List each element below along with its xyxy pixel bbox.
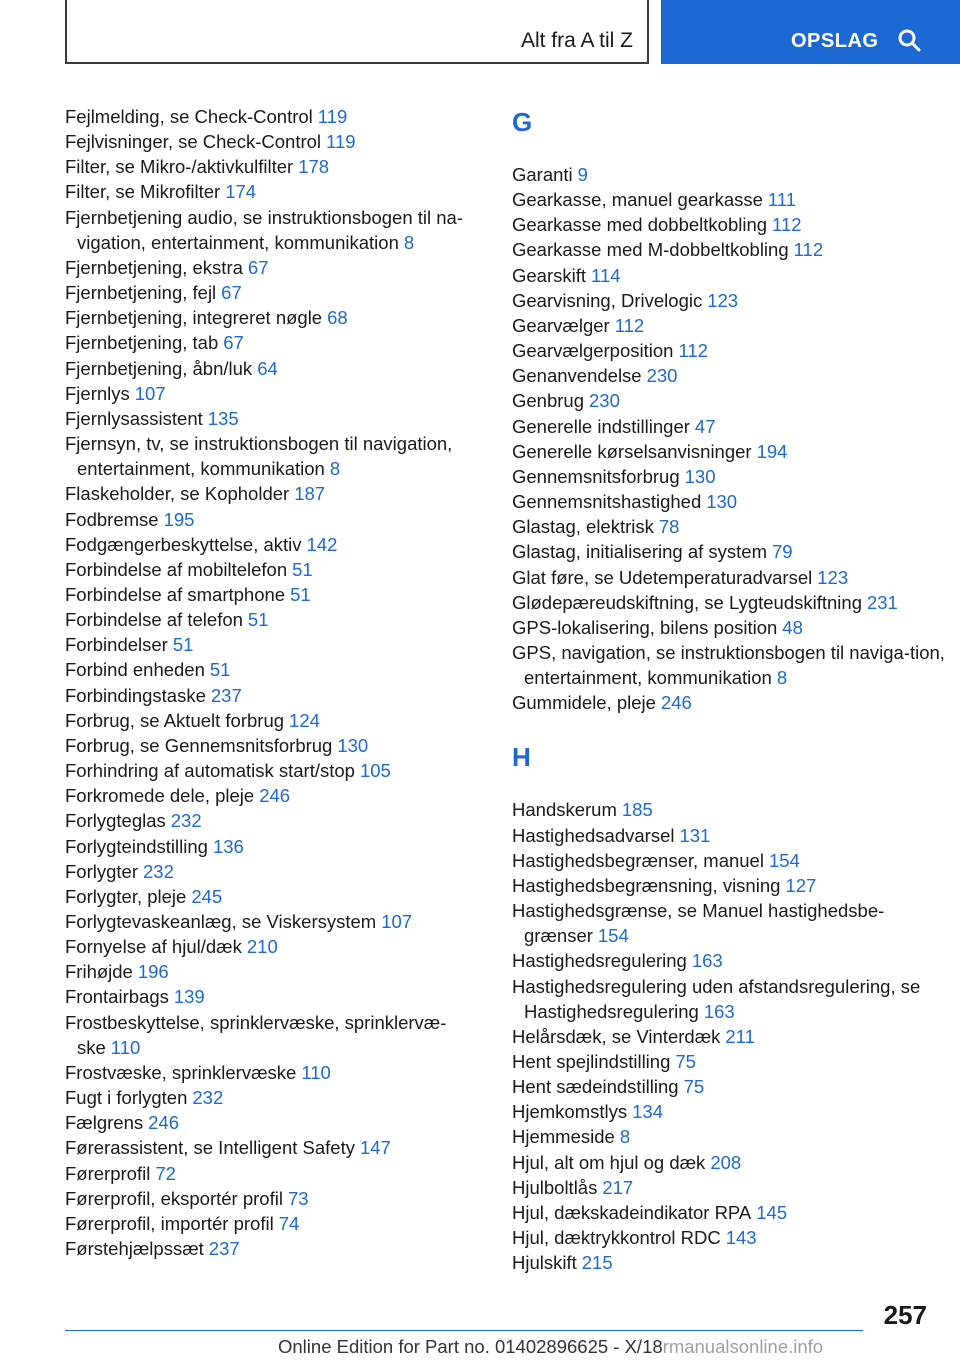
search-button[interactable]	[661, 0, 960, 64]
index-page-link[interactable]: 124	[289, 709, 320, 731]
index-entry-text: Gummidele, pleje	[512, 692, 656, 714]
index-entry	[65, 808, 505, 833]
index-entry-text: Gearvisning, Drivelogic	[512, 289, 703, 311]
index-entry-text: Hjulboltlås	[512, 1176, 598, 1198]
index-entry-text: Generelle kørselsanvisninger	[512, 440, 752, 462]
index-entry-text: Fjernbetjening, integreret nøgle	[65, 307, 323, 329]
index-entry-text: Gennemsnitsforbrug	[512, 465, 680, 487]
index-entry	[512, 162, 952, 187]
index-entry-text: Gearskift	[512, 264, 587, 286]
index-page-link[interactable]: 48	[782, 616, 803, 638]
index-entry-text: Hjul, dæktrykkontrol RDC	[512, 1227, 721, 1249]
index-page-link[interactable]: 79	[772, 541, 793, 563]
page-number: 257	[883, 1300, 927, 1330]
index-entry-text: Forbindelser	[65, 634, 168, 656]
index-entry	[65, 758, 505, 783]
index-entry-text: Hjul, alt om hjul og dæk	[512, 1151, 706, 1173]
index-entry	[65, 532, 505, 557]
index-entry-text: Handskerum	[512, 799, 617, 821]
index-page-link[interactable]: 143	[725, 1227, 757, 1249]
index-page-link[interactable]: 237	[210, 684, 242, 706]
index-page-link[interactable]: 68	[327, 307, 348, 329]
index-entry-text: Hent sædeindstilling	[512, 1076, 679, 1098]
index-page-link[interactable]: 178	[298, 156, 330, 178]
index-page-link[interactable]: 232	[192, 1087, 224, 1109]
index-entry	[512, 974, 952, 1024]
index-page-link[interactable]: 73	[287, 1187, 309, 1209]
index-entry	[512, 1175, 952, 1200]
index-entry-text: Forkromede dele, pleje	[65, 785, 255, 807]
index-entry-text: Glastag, elektrisk	[512, 516, 654, 538]
index-page-link[interactable]: 230	[589, 390, 620, 412]
index-entry-text: Forbrug, se Gennemsnitsforbrug	[65, 734, 333, 756]
index-entry	[512, 313, 952, 338]
index-page-link[interactable]: 51	[209, 659, 231, 681]
index-page-link[interactable]: 67	[223, 332, 244, 354]
index-entry-text: Forlygtevaskeanlæg, se Viskersystem	[65, 911, 377, 932]
index-page-link[interactable]: 134	[632, 1101, 663, 1123]
index-entry	[65, 481, 505, 506]
index-page-link[interactable]: 208	[710, 1151, 742, 1173]
index-entry	[512, 1049, 952, 1074]
index-page-link[interactable]: 8	[403, 231, 415, 253]
index-entry	[65, 1186, 505, 1211]
index-entry	[65, 381, 505, 406]
index-entry	[65, 708, 505, 733]
index-page-link[interactable]: 127	[785, 874, 817, 896]
index-column-right	[512, 104, 952, 1275]
index-entry	[512, 1225, 952, 1250]
index-entry	[65, 1085, 505, 1110]
index-page-link[interactable]: 51	[290, 583, 311, 605]
index-page-link[interactable]: 237	[208, 1238, 240, 1260]
index-entry	[65, 1135, 505, 1160]
index-entry-text: Førstehjælpssæt	[65, 1238, 204, 1260]
index-entry	[65, 1161, 505, 1186]
index-page-link[interactable]: 64	[257, 357, 278, 379]
index-entry	[512, 237, 952, 262]
index-entry-text: Hastighedsbegrænser, manuel	[512, 849, 764, 871]
index-entry	[65, 884, 505, 909]
index-entry	[65, 909, 505, 934]
index-entry-text: Fejlvisninger, se Check-Control	[65, 131, 322, 153]
index-entry	[512, 565, 952, 590]
index-entry	[65, 507, 505, 532]
index-entry	[512, 414, 952, 439]
index-entry	[512, 288, 952, 313]
index-entry-text: Gearvælger	[512, 314, 610, 336]
index-page-link[interactable]: 215	[581, 1252, 613, 1274]
index-entry	[65, 104, 505, 129]
index-entry	[65, 280, 505, 305]
index-page-link[interactable]: 196	[137, 961, 169, 983]
index-entry	[65, 1110, 505, 1135]
index-entry-text: Fælgrens	[65, 1112, 144, 1134]
index-entry-text: Forbind enheden	[65, 659, 205, 681]
index-page-link[interactable]: 130	[706, 491, 738, 513]
index-page-link[interactable]: 230	[646, 365, 678, 387]
index-page-link[interactable]: 111	[767, 189, 797, 211]
index-entry-text: Forbindelse af mobiltelefon	[65, 558, 288, 580]
index-entry	[512, 690, 952, 715]
index-entry-text: Forbrug, se Aktuelt forbrug	[65, 709, 285, 731]
index-entry-text: Førerassistent, se Intelligent Safety	[65, 1137, 355, 1159]
header-title[interactable]: Alt fra A til Z	[520, 29, 633, 52]
footer-edition: Online Edition for Part no. 01402896625 - X/18	[278, 1336, 663, 1357]
index-entry-text: Hastighedsbegrænsning, visning	[512, 874, 781, 896]
index-entry-text: Hastighedsadvarsel	[512, 824, 675, 846]
header-tab-alt-fra-a-til-z[interactable]	[65, 0, 649, 64]
index-page-link[interactable]: 112	[793, 239, 824, 261]
index-entry	[65, 984, 505, 1009]
index-entry	[512, 948, 952, 973]
index-page-link[interactable]: 210	[246, 936, 278, 958]
index-page-link[interactable]: 112	[678, 340, 708, 362]
index-entry	[65, 557, 505, 582]
index-entry-text: Flaskeholder, se Kopholder	[65, 483, 290, 505]
index-entry-text: Forhindring af automatisk start/stop	[65, 760, 355, 782]
index-entry	[512, 388, 952, 413]
index-entry	[512, 439, 952, 464]
index-entry	[65, 834, 505, 859]
index-page-link[interactable]: 112	[614, 314, 645, 336]
index-entry	[65, 205, 505, 255]
index-page-link[interactable]: 147	[359, 1137, 391, 1159]
index-page-link[interactable]: 232	[170, 810, 202, 832]
index-entry	[65, 1010, 505, 1060]
index-page-link[interactable]: 51	[172, 634, 194, 656]
index-entry	[65, 657, 505, 682]
index-entry	[512, 615, 952, 640]
index-entry-text: Garanti	[512, 164, 573, 185]
index-page-link[interactable]: 67	[221, 282, 242, 304]
index-page-link[interactable]: 119	[326, 131, 356, 153]
index-entry	[65, 305, 505, 330]
index-entry	[512, 848, 952, 873]
index-entry	[65, 1236, 505, 1261]
index-entry-text: Glat føre, se Udetemperaturadvarsel	[512, 566, 813, 588]
index-page-link[interactable]: 51	[292, 558, 313, 580]
index-entry-text: Hastighedsregulering uden afstandsregulering, se Hastighedsregulering	[512, 975, 921, 1022]
section-letter-g: G	[512, 107, 533, 137]
index-entry	[512, 898, 952, 948]
index-entry-text: Førerprofil, importér profil	[65, 1212, 274, 1234]
index-page-link[interactable]: 232	[143, 860, 174, 882]
index-entry-text: Fejlmelding, se Check-Control	[65, 106, 313, 127]
index-entry	[65, 783, 505, 808]
index-entry-text: Genbrug	[512, 390, 584, 412]
index-entry-text: Gearkasse med M-dobbeltkobling	[512, 239, 789, 261]
index-entry	[512, 1074, 952, 1099]
index-entry	[512, 187, 952, 212]
index-entry-text: Generelle indstillinger	[512, 415, 690, 437]
index-entry-text: Fjernbetjening, tab	[65, 332, 219, 354]
index-page-link[interactable]: 131	[679, 824, 711, 846]
index-page-link[interactable]: 110	[110, 1036, 141, 1058]
index-page-link[interactable]: 145	[756, 1201, 788, 1223]
index-entry	[512, 1200, 952, 1225]
index-entry-text: Fodgængerbeskyttelse, aktiv	[65, 533, 302, 555]
index-page-link[interactable]: 246	[660, 692, 692, 714]
index-page-link[interactable]: 110	[301, 1061, 331, 1083]
index-entry-text: Glødepæreudskiftning, se Lygteudskiftning	[512, 591, 862, 613]
index-entry	[65, 1211, 505, 1236]
index-entry-text: Fugt i forlygten	[65, 1087, 188, 1109]
footer-divider	[65, 1330, 863, 1331]
index-entry-text: GPS-lokalisering, bilens position	[512, 616, 778, 638]
index-entry-text: Fjernsyn, tv, se instruktionsbogen til navigation, entertainment, kommunikation	[65, 433, 453, 480]
index-page-link[interactable]: 67	[247, 256, 269, 278]
index-page-link[interactable]: 47	[694, 415, 716, 437]
index-entry-text: Frontairbags	[65, 986, 169, 1008]
index-entry	[512, 489, 952, 514]
footer-watermark: rmanualsonline.info	[662, 1336, 824, 1357]
index-page-link[interactable]: 107	[134, 382, 166, 404]
index-entry-text: Førerprofil, eksportér profil	[65, 1187, 283, 1209]
index-page-link[interactable]: 105	[359, 760, 391, 782]
index-entry	[512, 1099, 952, 1124]
index-entry	[65, 582, 505, 607]
index-entry-text: Fornyelse af hjul/dæk	[65, 936, 242, 958]
index-entry	[512, 590, 952, 615]
index-page-link[interactable]: 231	[866, 591, 898, 613]
index-entry-text: Fjernbetjening, åbn/luk	[65, 357, 253, 379]
index-entry-text: Gearkasse, manuel gearkasse	[512, 189, 763, 211]
index-column-left	[65, 104, 505, 1261]
index-page-link[interactable]: 187	[294, 483, 326, 505]
index-entry	[65, 607, 505, 632]
index-entry-text: Forbindelse af telefon	[65, 609, 243, 631]
index-entry	[512, 363, 952, 388]
index-entry-text: Hjemkomstlys	[512, 1101, 628, 1123]
index-page-link[interactable]: 217	[602, 1176, 634, 1198]
index-page-link[interactable]: 185	[621, 799, 653, 821]
index-page-link[interactable]: 123	[817, 566, 849, 588]
index-entry-text: Filter, se Mikro-/aktivkulfilter	[65, 156, 294, 178]
index-entry	[512, 1150, 952, 1175]
index-page-link[interactable]: 74	[278, 1212, 300, 1234]
index-page-link[interactable]: 245	[191, 885, 223, 907]
index-entry-text: Forbindelse af smartphone	[65, 583, 286, 605]
index-entry	[512, 873, 952, 898]
index-entry-text: Genanvendelse	[512, 365, 642, 387]
index-page-link[interactable]: 51	[247, 609, 269, 631]
index-page-link[interactable]: 8	[776, 667, 788, 689]
index-page-link[interactable]: 72	[155, 1162, 176, 1184]
index-entry	[65, 154, 505, 179]
index-page-link[interactable]: 75	[675, 1051, 696, 1072]
index-entry	[512, 539, 952, 564]
index-entry	[512, 640, 952, 690]
index-entry-text: GPS, navigation, se instruktionsbogen til naviga-tion, entertainment, kommunikation	[512, 641, 945, 689]
index-page-link[interactable]: 135	[207, 407, 239, 429]
index-page-link[interactable]: 8	[329, 458, 341, 480]
index-page-link[interactable]: 78	[658, 516, 680, 538]
index-entry-text: Filter, se Mikrofilter	[65, 181, 221, 203]
index-entry	[65, 406, 505, 431]
index-page-link[interactable]: 163	[703, 1000, 735, 1022]
section-g-list	[512, 162, 952, 715]
index-page-link[interactable]: 75	[683, 1076, 705, 1098]
index-entry-text: Gearkasse med dobbeltkobling	[512, 214, 768, 236]
index-entry	[512, 514, 952, 539]
index-page-link[interactable]: 163	[691, 950, 723, 972]
index-page-link[interactable]: 114	[591, 264, 621, 286]
index-page-link[interactable]: 174	[225, 181, 257, 203]
index-page-link[interactable]: 194	[756, 440, 788, 462]
index-entry	[512, 1024, 952, 1049]
index-entry-text: Fjernlysassistent	[65, 407, 203, 429]
index-entry	[65, 356, 505, 381]
search-icon[interactable]	[897, 28, 921, 52]
index-entry-text: Hastighedsgrænse, se Manuel hastighedsbe-grænser	[512, 900, 885, 947]
index-entry	[65, 179, 505, 204]
index-entry-text: Fodbremse	[65, 508, 159, 530]
index-entry	[512, 263, 952, 288]
index-page-link[interactable]: 154	[768, 849, 800, 871]
index-entry-text: Frostvæske, sprinklervæske	[65, 1061, 297, 1083]
index-page-link[interactable]: 195	[163, 508, 195, 530]
index-entry-text: Gennemsnitshastighed	[512, 491, 702, 513]
index-page-link[interactable]: 8	[619, 1126, 631, 1148]
index-entry	[65, 632, 505, 657]
index-entry-text: Forlygteindstilling	[65, 835, 208, 857]
index-page-link[interactable]: 130	[337, 734, 369, 756]
index-entry	[65, 431, 505, 481]
index-entry	[512, 212, 952, 237]
index-entry	[65, 683, 505, 708]
section-h-list	[512, 797, 952, 1275]
index-entry-text: Fjernbetjening, fejl	[65, 282, 217, 304]
index-entry	[512, 338, 952, 363]
search-label[interactable]: OPSLAG	[791, 30, 879, 52]
index-page-link[interactable]: 107	[381, 911, 413, 932]
index-entry-text: Frihøjde	[65, 961, 133, 983]
index-entry	[512, 797, 952, 822]
index-page-link[interactable]: 246	[148, 1112, 180, 1134]
index-entry-text: Hent spejlindstilling	[512, 1051, 671, 1072]
index-entry	[65, 1060, 505, 1085]
index-page-link[interactable]: 211	[725, 1025, 755, 1047]
index-entry	[65, 330, 505, 355]
index-entry-text: Førerprofil	[65, 1162, 151, 1184]
index-entry-text: Forlygteglas	[65, 810, 166, 832]
index-entry	[65, 859, 505, 884]
index-page-link[interactable]: 136	[212, 835, 244, 857]
index-entry	[65, 129, 505, 154]
index-entry-text: Hjulskift	[512, 1252, 577, 1274]
index-entry	[65, 959, 505, 984]
index-entry-text: Hjul, dækskadeindikator RPA	[512, 1201, 752, 1223]
index-entry-text: Fjernlys	[65, 382, 130, 404]
index-entry-text: Forlygter	[65, 860, 138, 882]
index-entry	[65, 934, 505, 959]
index-page-link[interactable]: 154	[597, 925, 629, 947]
index-entry-text: Frostbeskyttelse, sprinklervæske, sprinklervæ-ske	[65, 1011, 447, 1058]
index-page-link[interactable]: 123	[707, 289, 739, 311]
index-entry-text: Helårsdæk, se Vinterdæk	[512, 1025, 721, 1047]
index-entry	[512, 1250, 952, 1275]
index-entry-text: Forbindingstaske	[65, 684, 206, 706]
index-entry	[65, 733, 505, 758]
index-page-link[interactable]: 139	[173, 986, 205, 1008]
index-entry-text: Fjernbetjening, ekstra	[65, 256, 243, 278]
index-page-link[interactable]: 130	[684, 465, 716, 487]
index-entry-text: Hastighedsregulering	[512, 950, 687, 972]
index-entry-text: Fjernbetjening audio, se instruktionsbogen til na-vigation, entertainment, kommunikation	[65, 206, 463, 253]
index-page-link[interactable]: 119	[317, 106, 348, 127]
index-entry	[512, 464, 952, 489]
index-entry-text: Gearvælgerposition	[512, 340, 674, 362]
index-page-link[interactable]: 112	[772, 214, 802, 236]
index-entry-text: Forlygter, pleje	[65, 885, 187, 907]
index-page-link[interactable]: 9	[577, 164, 588, 185]
index-page-link[interactable]: 142	[306, 533, 338, 555]
index-entry	[512, 823, 952, 848]
section-letter-h: H	[512, 742, 531, 773]
index-entry	[65, 255, 505, 280]
index-page-link[interactable]: 246	[259, 785, 291, 807]
index-entry-text: Glastag, initialisering af system	[512, 541, 767, 563]
footer	[278, 1336, 823, 1358]
index-entry-text: Hjemmeside	[512, 1126, 615, 1148]
index-entry	[512, 1124, 952, 1149]
